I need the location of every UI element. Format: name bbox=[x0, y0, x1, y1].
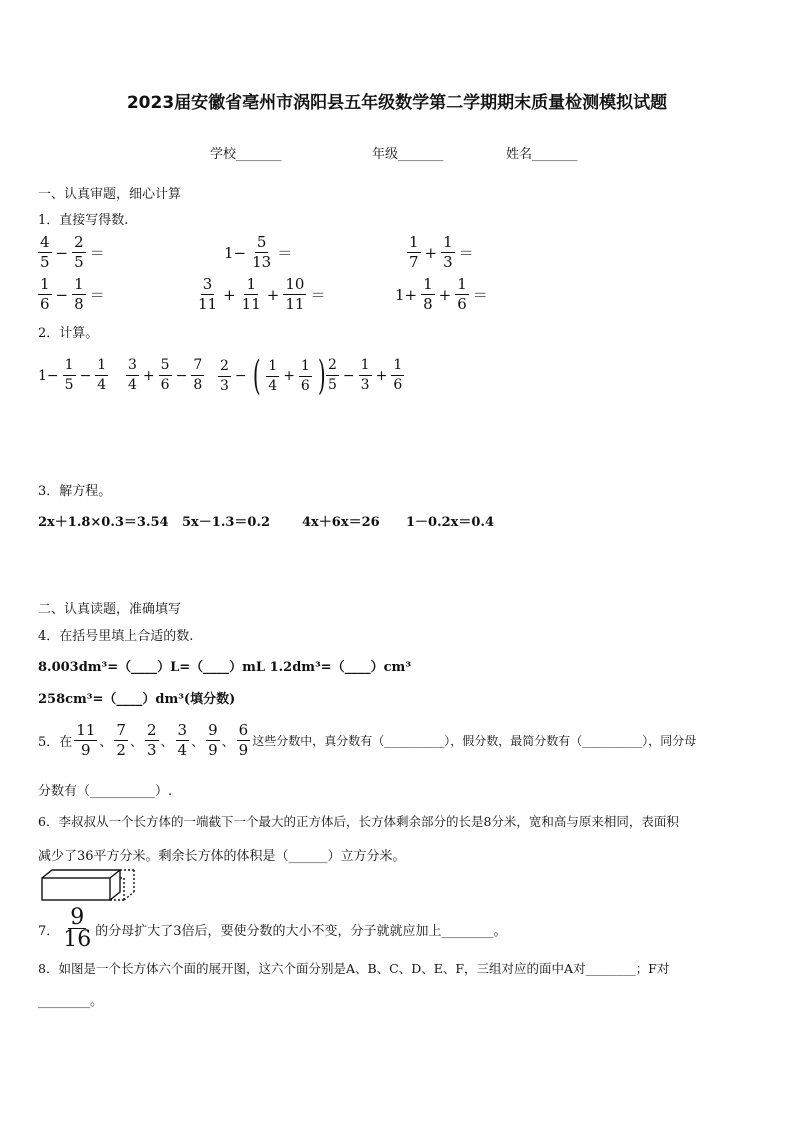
numerator: 4 bbox=[40, 233, 50, 251]
section-1-heading: 一、认真审题，细心计算 bbox=[38, 187, 182, 202]
operator: − bbox=[55, 243, 69, 262]
q1-r1c3 bbox=[405, 233, 476, 272]
numerator: 1 bbox=[359, 356, 372, 376]
operator: + bbox=[223, 285, 236, 304]
numerator: 1 bbox=[409, 233, 419, 251]
numerator: 1 bbox=[299, 357, 312, 377]
q5-text: 这些分数中，真分数有（__________），假分数，最简分数有（__________），同分母 bbox=[252, 734, 697, 748]
numerator: 1 bbox=[266, 357, 279, 377]
separator: 、 bbox=[129, 735, 143, 750]
q4-line-2: 258cm³=（____）dm³(填分数) bbox=[38, 692, 236, 707]
numerator: 1 bbox=[443, 233, 453, 251]
operator: + bbox=[283, 368, 295, 384]
denominator: 3 bbox=[443, 253, 453, 271]
numerator: 7 bbox=[116, 721, 126, 739]
numerator: 7 bbox=[191, 356, 204, 376]
numerator: 5 bbox=[256, 233, 267, 251]
q6-line-2: 减少了36平方分米。剩余长方体的体积是（______）立方分米。 bbox=[38, 849, 406, 864]
denominator: 6 bbox=[40, 295, 50, 313]
equals-sign: ＝ bbox=[310, 286, 326, 304]
equals-sign: ＝ bbox=[89, 244, 105, 262]
q3-equation-4: 1－0.2x＝0.4 bbox=[406, 515, 495, 530]
section-2-heading: 二、认真读题，准确填写 bbox=[38, 602, 182, 617]
denominator: 4 bbox=[97, 377, 107, 393]
numerator: 5 bbox=[159, 356, 172, 376]
operator: + bbox=[266, 285, 280, 304]
denominator: 8 bbox=[423, 295, 433, 313]
operator: − bbox=[175, 367, 188, 384]
q2-expr-4 bbox=[324, 356, 406, 395]
operator: + bbox=[375, 367, 388, 384]
q2-label: 2．计算。 bbox=[38, 326, 99, 341]
denominator: 3 bbox=[146, 741, 157, 759]
q5-line-1 bbox=[38, 721, 696, 760]
q1-r2c3 bbox=[393, 275, 490, 314]
numerator: 3 bbox=[202, 275, 213, 293]
separator: 、 bbox=[160, 735, 174, 750]
numerator: 2 bbox=[218, 357, 231, 377]
q2-expr-2 bbox=[124, 356, 206, 395]
equals-sign: ＝ bbox=[277, 244, 293, 262]
left-paren: ( bbox=[252, 353, 261, 399]
separator: 、 bbox=[221, 735, 235, 750]
denominator: 6 bbox=[160, 377, 170, 393]
denominator: 5 bbox=[74, 253, 84, 271]
q5-prefix: 5．在 bbox=[38, 735, 73, 750]
numerator: 1 bbox=[63, 356, 76, 376]
numerator: 2 bbox=[146, 721, 157, 739]
equals-sign: ＝ bbox=[89, 286, 105, 304]
right-paren: ) bbox=[317, 353, 326, 399]
denominator: 5 bbox=[64, 377, 74, 393]
q7-line bbox=[38, 905, 507, 952]
denominator: 6 bbox=[457, 295, 467, 313]
denominator: 3 bbox=[220, 377, 229, 394]
numerator: 1 bbox=[391, 356, 404, 376]
numerator: 1 bbox=[74, 275, 84, 293]
numerator: 3 bbox=[126, 356, 139, 376]
denominator: 11 bbox=[285, 295, 305, 313]
operator: − bbox=[79, 367, 92, 384]
operator: + bbox=[424, 243, 438, 262]
operator: − bbox=[234, 368, 247, 384]
operator: − bbox=[55, 285, 69, 304]
numerator: 1 bbox=[95, 356, 108, 376]
numerator: 2 bbox=[74, 233, 84, 251]
numerator: 10 bbox=[285, 275, 305, 293]
denominator: 2 bbox=[116, 741, 126, 759]
q1-r1c2 bbox=[222, 233, 294, 272]
numerator: 9 bbox=[208, 721, 218, 739]
q1-r2c2 bbox=[194, 275, 327, 314]
equals-sign: ＝ bbox=[458, 244, 474, 262]
q1-r1c1 bbox=[36, 233, 107, 272]
denominator: 4 bbox=[177, 741, 188, 759]
q8-line-2: ________。 bbox=[38, 994, 104, 1009]
prefix: 1+ bbox=[395, 285, 418, 304]
denominator: 4 bbox=[268, 377, 278, 394]
page-title: 2023届安徽省亳州市涡阳县五年级数学第二学期期末质量检测模拟试题 bbox=[126, 93, 668, 113]
operator: + bbox=[142, 367, 155, 384]
denominator: 8 bbox=[74, 295, 84, 313]
denominator: 11 bbox=[241, 295, 261, 313]
numerator: 3 bbox=[177, 721, 188, 739]
denominator: 9 bbox=[81, 741, 91, 759]
cuboid-figure bbox=[38, 866, 142, 906]
q2-expr-1 bbox=[36, 356, 110, 395]
denominator: 9 bbox=[238, 741, 249, 759]
denominator: 9 bbox=[208, 741, 218, 759]
denominator: 4 bbox=[128, 377, 137, 393]
q3-equation-3: 4x＋6x＝26 bbox=[302, 515, 380, 530]
denominator: 13 bbox=[252, 253, 272, 271]
q8-line-1: 8．如图是一个长方体六个面的展开图，这六个面分别是A、B、C、D、E、F，三组对应的面中A对________；F对 bbox=[38, 961, 670, 976]
separator: 、 bbox=[99, 735, 113, 750]
denominator: 16 bbox=[63, 927, 92, 952]
q5-line-2: 分数有（__________）. bbox=[38, 784, 173, 799]
numerator: 2 bbox=[326, 356, 339, 376]
denominator: 8 bbox=[193, 377, 203, 393]
numerator: 6 bbox=[238, 721, 249, 739]
denominator: 6 bbox=[393, 377, 403, 393]
numerator: 1 bbox=[423, 275, 433, 293]
numerator: 1 bbox=[40, 275, 50, 293]
numerator: 11 bbox=[76, 721, 96, 739]
denominator: 5 bbox=[40, 253, 50, 271]
prefix: 1− bbox=[38, 367, 59, 384]
numerator: 1 bbox=[246, 275, 256, 293]
q1-r2c1 bbox=[36, 275, 107, 314]
numerator: 9 bbox=[70, 905, 85, 930]
school-field: 学校_______ bbox=[210, 147, 282, 162]
q6-line-1: 6．李叔叔从一个长方体的一端截下一个最大的正方体后，长方体剩余部分的长是8分米，宽和高与原来相同，表面积 bbox=[38, 814, 679, 829]
denominator: 5 bbox=[328, 377, 337, 393]
grade-field: 年级_______ bbox=[372, 147, 444, 162]
prefix: 1− bbox=[224, 243, 247, 262]
equals-sign: ＝ bbox=[472, 286, 488, 304]
q1-label: 1．直接写得数. bbox=[38, 213, 129, 228]
separator: 、 bbox=[191, 735, 205, 750]
denominator: 6 bbox=[300, 377, 310, 394]
operator: + bbox=[438, 285, 452, 304]
operator: − bbox=[342, 367, 355, 384]
q3-equation-2: 5x－1.3＝0.2 bbox=[182, 515, 271, 530]
numerator: 1 bbox=[457, 275, 467, 293]
q7-text: 的分母扩大了3倍后，要使分数的大小不变，分子就就应加上________。 bbox=[95, 924, 507, 939]
q3-label: 3．解方程。 bbox=[38, 484, 112, 499]
q4-label: 4．在括号里填上合适的数. bbox=[38, 629, 194, 644]
q2-expr-3 bbox=[216, 353, 329, 399]
q7-prefix: 7． bbox=[38, 924, 60, 939]
q3-equation-1: 2x＋1.8×0.3＝3.54 bbox=[38, 515, 169, 530]
denominator: 11 bbox=[198, 295, 218, 313]
denominator: 7 bbox=[409, 253, 419, 271]
denominator: 3 bbox=[360, 377, 370, 393]
name-field: 姓名_______ bbox=[506, 147, 578, 162]
q4-line-1: 8.003dm³=（____）L=（____）mL 1.2dm³=（____）cm³ bbox=[38, 660, 412, 675]
